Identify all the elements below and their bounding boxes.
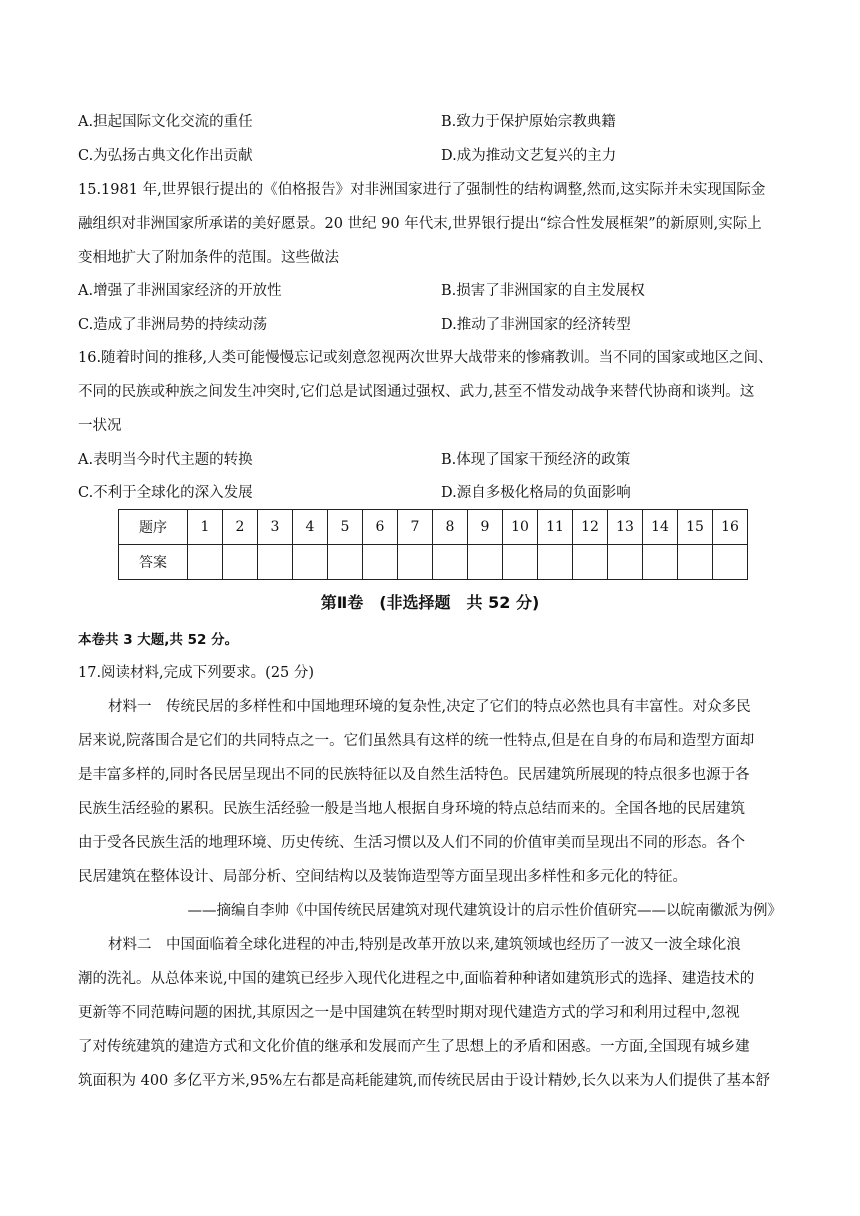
answer-table-header-row — [119, 510, 748, 545]
question-number-cell: 8 — [433, 510, 468, 545]
q16-stem-line-2: 不同的民族或种族之间发生冲突时,它们总是试图通过强权、武力,甚至不惜发动战争来替代协商和谈判。这 — [78, 384, 755, 400]
question-number-cell: 14 — [643, 510, 678, 545]
material2-line-2: 潮的洗礼。从总体来说,中国的建筑已经步入现代化进程之中,面临着种种诸如建筑形式的选择、建造技术的 — [78, 971, 755, 987]
material2-line-1: 材料二 中国面临着全球化进程的冲击,特别是改革开放以来,建筑领域也经历了一波又一波全球化浪 — [108, 937, 741, 953]
answer-table — [118, 509, 748, 580]
q15-stem-line-2: 融组织对非洲国家所承诺的美好愿景。20 世纪 90 年代末,世界银行提出“综合性发展框架”的新原则,实际上 — [78, 216, 762, 232]
answer-cell[interactable] — [223, 545, 258, 580]
material1-source: ——摘编自李帅《中国传统民居建筑对现代建筑设计的启示性价值研究——以皖南徽派为例》 — [187, 903, 782, 919]
answer-cell[interactable] — [503, 545, 538, 580]
answer-cell[interactable] — [678, 545, 713, 580]
question-number-cell: 3 — [258, 510, 293, 545]
answer-cell[interactable] — [258, 545, 293, 580]
answer-cell[interactable] — [433, 545, 468, 580]
answer-cell[interactable] — [643, 545, 678, 580]
answer-label-cell: 答案 — [119, 545, 188, 580]
material1-line-4: 民族生活经验的累积。民族生活经验一般是当地人根据自身环境的特点总结而来的。全国各地的民居建筑 — [78, 801, 745, 817]
material1-line-6: 民居建筑在整体设计、局部分析、空间结构以及装饰造型等方面呈现出多样性和多元化的特征。 — [78, 869, 687, 885]
q15-option-a: A.增强了非洲国家经济的开放性 — [78, 283, 282, 299]
answer-table-answer-row — [119, 545, 748, 580]
q15-option-d: D.推动了非洲国家的经济转型 — [441, 317, 631, 333]
section-title: 第Ⅱ卷 (非选择题 共 52 分) — [320, 593, 540, 612]
question-number-cell: 2 — [223, 510, 258, 545]
material1-line-1: 材料一 传统民居的多样性和中国地理环境的复杂性,决定了它们的特点必然也具有丰富性。对众多民 — [108, 699, 751, 715]
question-number-cell: 6 — [363, 510, 398, 545]
header-label-cell: 题序 — [119, 510, 188, 545]
q16-option-c: C.不利于全球化的深入发展 — [78, 485, 253, 501]
question-number-cell: 9 — [468, 510, 503, 545]
question-number-cell: 7 — [398, 510, 433, 545]
answer-cell[interactable] — [573, 545, 608, 580]
q16-option-b: B.体现了国家干预经济的政策 — [441, 452, 631, 468]
material2-line-3: 更新等不同范畴问题的困扰,其原因之一是中国建筑在转型时期对现代建造方式的学习和利用过程中,忽视 — [78, 1005, 740, 1021]
answer-cell[interactable] — [468, 545, 503, 580]
question-number-cell: 16 — [713, 510, 748, 545]
material1-line-3: 是丰富多样的,同时各民居呈现出不同的民族特征以及自然生活特色。民居建筑所展现的特点很多也源于各 — [78, 767, 750, 783]
answer-cell[interactable] — [363, 545, 398, 580]
question-number-cell: 12 — [573, 510, 608, 545]
q16-stem-line-3: 一状况 — [78, 418, 122, 434]
material1-line-5: 由于受各民族生活的地理环境、历史传统、生活习惯以及人们不同的价值审美而呈现出不同的形态。各个 — [78, 835, 745, 851]
question-number-cell: 5 — [328, 510, 363, 545]
material2-line-4: 了对传统建筑的建造方式和文化价值的继承和发展而产生了思想上的矛盾和困惑。一方面,全国现有城乡建 — [78, 1039, 750, 1055]
answer-cell[interactable] — [608, 545, 643, 580]
answer-cell[interactable] — [328, 545, 363, 580]
answer-cell[interactable] — [188, 545, 223, 580]
material2-line-5: 筑面积为 400 多亿平方米,95%左右都是高耗能建筑,而传统民居由于设计精妙,长久以来为人们提供了基本舒 — [78, 1073, 770, 1089]
q14-option-c: C.为弘扬古典文化作出贡献 — [78, 148, 253, 164]
q14-option-a: A.担起国际文化交流的重任 — [78, 114, 253, 130]
answer-cell[interactable] — [398, 545, 433, 580]
q16-option-d: D.源自多极化格局的负面影响 — [441, 485, 631, 501]
answer-cell[interactable] — [538, 545, 573, 580]
q15-stem-line-3: 变相地扩大了附加条件的范围。这些做法 — [78, 250, 339, 266]
answer-cell[interactable] — [293, 545, 328, 580]
question-number-cell: 4 — [293, 510, 328, 545]
question-number-cell: 1 — [188, 510, 223, 545]
q16-stem-line-1: 16.随着时间的推移,人类可能慢慢忘记或刻意忽视两次世界大战带来的惨痛教训。当不同的国家或地区之间、 — [78, 350, 773, 366]
question-number-cell: 11 — [538, 510, 573, 545]
section-note: 本卷共 3 大题,共 52 分。 — [78, 632, 239, 648]
q15-stem-line-1: 15.1981 年,世界银行提出的《伯格报告》对非洲国家进行了强制性的结构调整,然而,这实际并未实现国际金 — [78, 182, 766, 198]
question-number-cell: 13 — [608, 510, 643, 545]
question-number-cell: 10 — [503, 510, 538, 545]
q14-option-b: B.致力于保护原始宗教典籍 — [441, 114, 616, 130]
q14-option-d: D.成为推动文艺复兴的主力 — [441, 148, 617, 164]
answer-cell[interactable] — [713, 545, 748, 580]
q16-option-a: A.表明当今时代主题的转换 — [78, 452, 253, 468]
q17-stem: 17.阅读材料,完成下列要求。(25 分) — [78, 665, 315, 681]
q15-option-b: B.损害了非洲国家的自主发展权 — [441, 283, 645, 299]
q15-option-c: C.造成了非洲局势的持续动荡 — [78, 317, 268, 333]
question-number-cell: 15 — [678, 510, 713, 545]
material1-line-2: 居来说,院落围合是它们的共同特点之一。它们虽然具有这样的统一性特点,但是在自身的布局和造型方面却 — [78, 733, 755, 749]
